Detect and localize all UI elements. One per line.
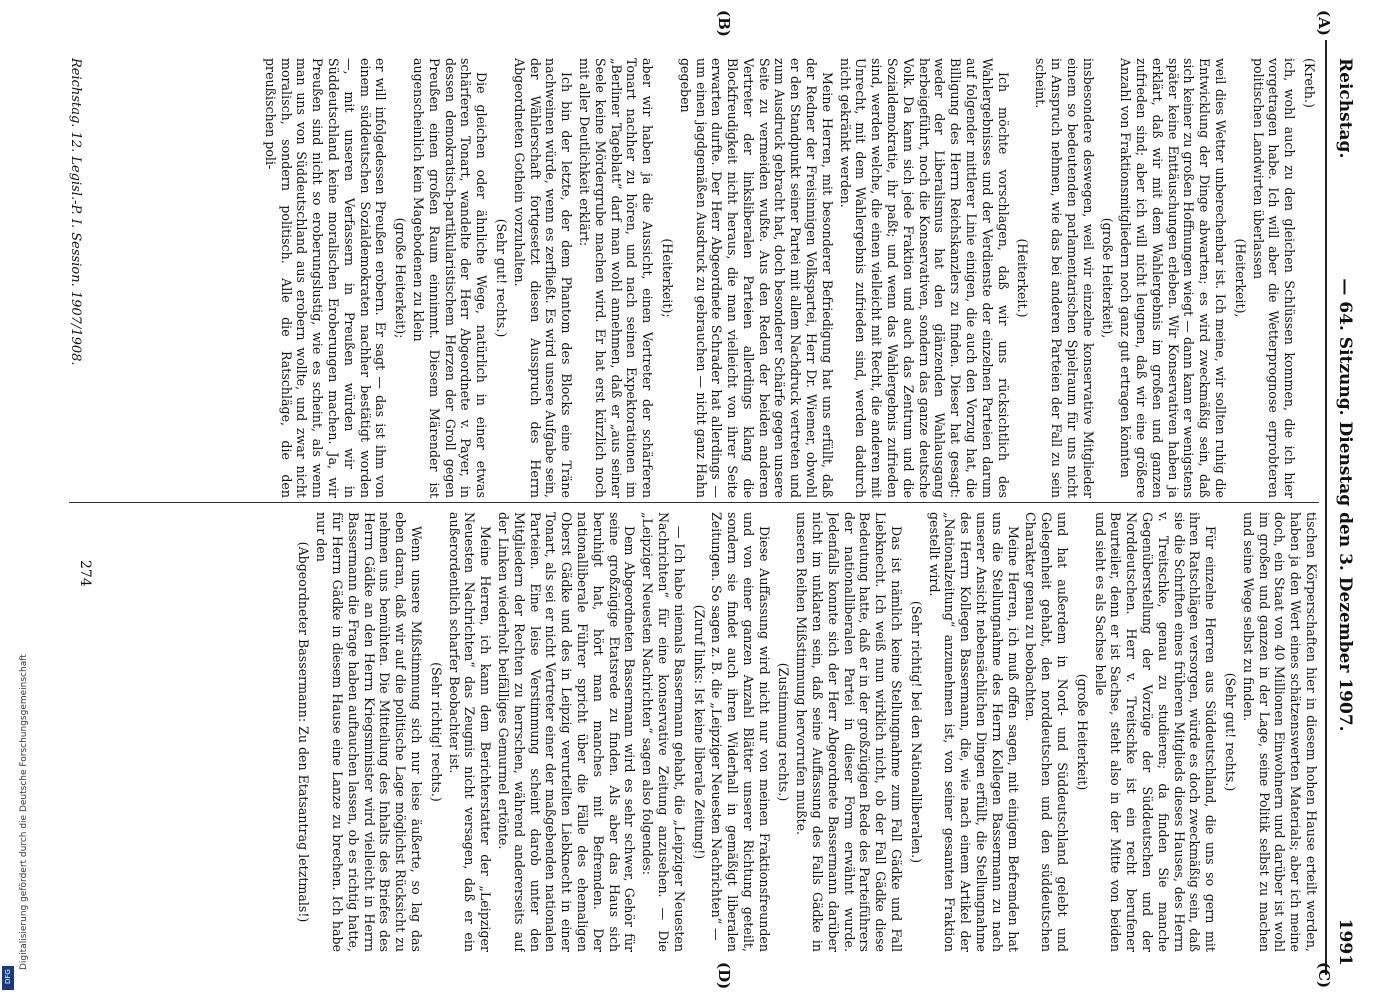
stage-direction: (Sehr gut! rechts.) — [493, 218, 509, 338]
paragraph: insbesondere deswegen, weil wir einzelne konservative Mitglieder einem so bedeutenden parlamentarischen Spielraum für uns nicht in Anspruch nehmen, wie das bei anderen Parteien der Fall zu sein scheint. — [1033, 58, 1096, 498]
paragraph: ich, wohl auch zu den gleichen Schlüssen kommen, die ich hier vorgetragen habe. Ich will aber die Wetterprognose erprobteren politischen Landwirten überlassen — [1250, 58, 1298, 498]
header-rule — [1325, 40, 1327, 975]
stage-direction: (Zustimmung rechts.) — [776, 662, 792, 802]
stage-direction: (Abgeordneter Bassermann: Zu den Etatsantrag letztmals!) — [296, 541, 312, 923]
paragraph: er will infolgedessen Preußen erobern. Er sagt — das ist ihm von einem süddeutschen Sozialdemokraten nachher bestätigt worden —, mit unseren Verfassern in Preußen würden wir in Süddeutschland keine moralischen Eroberungen machen. Ja, wir Preußen sind nicht so eroberungslustig, wie es scheint, als wenn man uns von Süddeutschland aus erobern wollte, und zwar nicht moralisch, sondern politisch. Alle die Ratschläge, die den preußischen poli- — [262, 58, 389, 498]
paragraph: Die gleichen oder ähnliche Wege, natürlich in einer etwas schärferen Tonart, wandelte der Herr Abgeordnete v. Payer, in dessen demokratisch-partikularistischem Herzen der Groll gegen Preußen einen großen Raum einnimmt. Diesem Märender ist augenscheinlich kein Magebodenen zu klein — [410, 58, 490, 498]
paragraph: Dem Abgeordneten Bassermann wird es sehr schwer, Gehör für seine großzügige Etatsrede zu finden. Als aber das Haus sich beruhigt hat, hört man manches mit Befremden. Der nationalliberale Führer spricht über die Fälle des ehemaligen Oberst Gädke und des in Leipzig verurteilten Liebknecht in einer Tonart, als sei er nicht Vertreter einer der maßgebenden nationalen Parteien. Eine leise Verstimmung scheint darob unter den Mitgliedern der Rechten zu herrschen, während andererseits auf der Linken wiederholt beifälliges Gemurmel ertönte. — [495, 512, 638, 952]
paragraph: Meine Herren, ich muß offen sagen, mit einigem Befremden hat uns die Stellungnahme des Herrn Kollegen Bassermann zu nach unserer Ansicht nebensächlichen Dingen erfüllt, die Stellungnahme des Herrn Kollegen Bassermann, die, wie nach einem Artikel der „Nationalzeitung“ anzunehmen ist, von seiner gesamten Fraktion gestellt wird. — [926, 512, 1021, 952]
stage-direction: (Heiterkeit), — [1232, 238, 1248, 318]
stage-direction: (Sehr gut! rechts.) — [1223, 672, 1239, 792]
credit-text: Digitalisierung gefördert durch die Deutsche Forschungsgemeinschaft — [19, 654, 29, 970]
column-divider — [69, 502, 1319, 503]
dfg-logo — [2, 966, 14, 990]
margin-mark-b: (B) — [715, 10, 733, 37]
paragraph: — Ich habe niemals Bassermann gehabt, die „Leipziger Neuesten Nachrichten“ für eine konservative Zeitung anzusehen. — Die „Leipziger Neuesten Nachrichten“ sagen also folgendes: — [640, 512, 687, 952]
stage-direction: (Heiterkeit); — [659, 238, 675, 318]
stage-direction: (große Heiterkeit) — [1074, 673, 1090, 791]
stage-direction: (Zuruf links: Ist keine liberale Zeitung!) — [691, 604, 707, 860]
header-left: Reichstag. — [1335, 58, 1355, 159]
paragraph: Für einzelne Herren aus Süddeutschland, die uns so gern mit ihren Ratschlägen versorgen, würde es doch zweckmäßig sein, daß sie die Schriften eines früheren Mitglieds dieses Hauses, des Herrn v. Treitschke, genau zu studieren; da finden Sie manche Gegenüberstellung der Vorzüge der Süddeutschen und der Norddeutschen. Herr v. Treitschke ist ein recht berufener Beurteiler, denn er ist Sachse, steht also in der Mitte von beiden und sieht es als Sachse helle — [1092, 512, 1219, 952]
header-title: — 64. Sitzung. Dienstag den 3. Dezember 1907. — [1335, 278, 1355, 732]
stage-direction: (Sehr richtig! rechts.) — [428, 662, 444, 802]
header-page-number: 1991 — [1335, 918, 1355, 966]
paragraph: Ich möchte vorschlagen, daß wir uns rücksichtlich des Wahlergebnisses und der Verdienste der einzelnen Parteien darum auf folgender mittlerer Linie einigen, die auch den Vorzug hat, die Billigung des Herrn Reichskanzlers zu finden. Dieser hat gesagt: weder der Liberalismus hat den glänzenden Wahlausgang herbeigeführt, noch die Konservativen, sondern das ganze deutsche Volk. Da kann sich jede Fraktion und auch das Zentrum und die Sozialdemokratie, ihr paßt; und wenn das Wahlergebnis zufrieden sind, werden welche, die einen vielleicht mit Recht, die anderen mit Unrecht, mit dem Wahlergebnis zufrieden sind, werden dadurch nicht gekränkt werden. — [837, 58, 1011, 498]
paragraph: Das ist nämlich keine Stellungnahme zum Fall Gädke und Fall Liebknecht. Ich weiß nun wirklich nicht, ob der Fall Gädke diese Bedeutung hatte, daß er in der großzügigen Rede des Parteiführers der nationalliberalen Partei in dieser Form erwähnt wurde. Jedenfalls konnte sich der Herr Abgeordnete Bassermann darüber nicht im unklaren sein, daß seine Auffassung des Falls Gädke in unseren Reihen Mißstimmung hervorrufen mußte. — [794, 512, 905, 952]
stage-direction: (große Heiterkeit), — [1100, 217, 1116, 339]
page-header — [1327, 40, 1361, 970]
right-column — [79, 512, 1319, 952]
stage-direction: (große Heiterkeit); — [393, 217, 409, 339]
page-footer: Reichstag. 12. Legisl.-P. I. Session. 1907/1908. — [68, 58, 83, 366]
paragraph: Ich bin der letzte, der dem Phantom des Blocks eine Träne nachweinen würde, wenn es zerfließt. Es wird unsere Aufgabe sein, der Wählerschaft fortgesetzt diesen Ausspruch des Herrn Abgeordneten Gothein vorzuhalten. — [511, 58, 575, 498]
paragraph: Meine Herren, mit besonderer Befriedigung hat uns erfüllt, daß der Redner der Freisinnigen Volkspartei, Herr Dr. Wiemer, obwohl er den Standpunkt seiner Partei mit allem Nachdruck vertreten und zum Ausdruck gebracht hat, doch besonderer Schärfe gegen unsere Seite zu vermeiden wußte. Aus den Reden der beiden anderen Vertreter der linksliberalen Parteien allerdings klang die Blockfreudigkeit nicht heraus, die man vielleicht von ihrer Seite erwarten durfte. Der Herr Abgeordnete Schrader hat allerdings — um einen jagdgemäßen Ausdruck zu gebrauchen — nicht ganz Hahn gegeben — [677, 58, 835, 498]
margin-mark-d: (D) — [715, 962, 733, 990]
paragraph: Wenn unsere Mißstimmung sich nur leise äußerte, so lag das eben daran, daß wir auf die politische Lage möglichst Rücksicht zu nehmen uns bemühten. Die Mitteilung des Inhalts des Briefes des Herrn Gädke an den Herrn Kriegsminister wird vielleicht in Herrn Bassermann die Frage haben auftauchen lassen, ob es richtig hatte, für Herrn Gädke in diesem Hause eine Lanze zu brechen. Ich habe nur den — [314, 512, 424, 952]
speaker-name: (Kreth.) — [1302, 58, 1317, 108]
logo-text: DFG — [4, 969, 12, 984]
footer-page-number: 274 — [77, 560, 93, 587]
paragraph: Diese Auffassung wird nicht nur von meinen Fraktionsfreunden und von einer ganzen Anzahl Blätter unserer Richtung geteilt, sondern sie findet auch ihren Widerhall in gemäßigt liberalen Zeitungen. So sagen z. B. die „Leipziger Neuesten Nachrichten“ — — [709, 512, 772, 952]
paragraph: und hat außerdem in Nord- und Süddeutschland gelebt und Gelegenheit gehabt, den norddeutschen und den süddeutschen Charakter genau zu beobachten. — [1023, 512, 1071, 952]
paragraph: aber wir haben ja die Aussicht, einen Vertreter der schärferen Tonart nachher zu hören, und nach seinen Expektorationen im „Berliner Tageblatt“ darf man wohl annehmen, daß er „aus seiner Seele keine Mördergrube machen wird. Er hat erst kürzlich noch mit aller Deutlichkeit erklärt: — [576, 58, 656, 498]
stage-direction: (Heiterkeit.) — [1015, 238, 1031, 318]
paragraph: Meine Herren, ich kann dem Berichterstatter der „Leipziger Neuesten Nachrichten“ das Zeugnis nicht versagen, daß er ein außerordentlich scharfer Beobachter ist. — [446, 512, 494, 952]
left-column — [79, 58, 1319, 498]
digitization-credit — [0, 0, 29, 1000]
paragraph: tischen Körperschaften hier in diesem hohen Hause erteilt werden, haben ja den Wert eines schätzenswerten Materials; aber ich meine doch, ein Staat von 40 Millionen Einwohnern und darüber ist wohl im großen und ganzen in der Lage, seine Politik selbst zu machen und seine Wege selbst zu finden. — [1240, 512, 1319, 952]
margin-mark-a: (A) — [1315, 10, 1333, 36]
paragraph: weil dies Wetter unberechenbar ist. Ich meine, wir sollten ruhig die Entwicklung der Dinge abwarten; es wird zweckmäßig sein, daß sich keiner zu großen Hoffnungen wiegt — dann kann er wenigstens später keine Enttäuschungen erleben. Wir Konservativen haben ja erklärt, daß wir mit dem Wahlergebnis im großen und ganzen zufrieden sind; aber ich will nicht leugnen, daß wir eine größere Anzahl von Fraktionsmitgliedern noch ganz gut ertragen könnten — [1118, 58, 1229, 498]
stage-direction: (Sehr richtig! bei den Nationalliberalen.) — [908, 600, 924, 864]
margin-mark-c: (C) — [1315, 962, 1333, 989]
